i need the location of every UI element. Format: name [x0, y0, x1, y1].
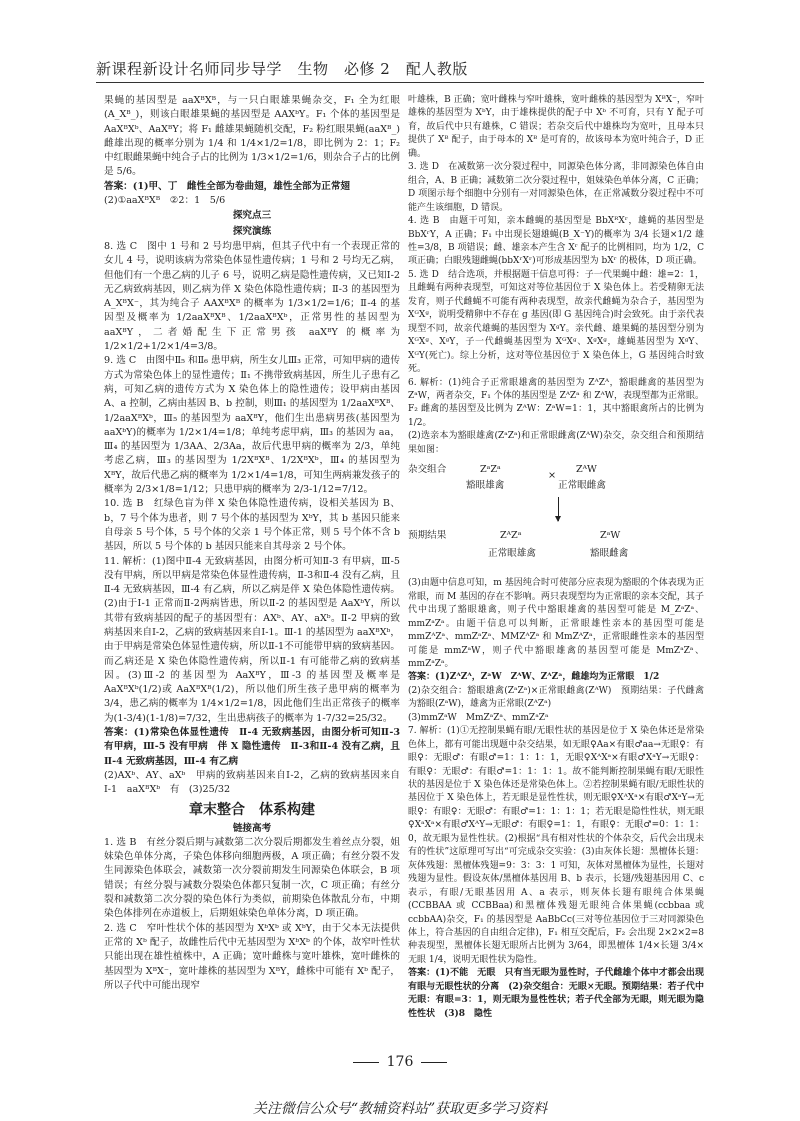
text-paragraph: 4. 选 B 由题干可知，亲本雌蝇的基因型是 BbXᴿXʳ，雄蝇的基因型是 BbXʳY，A 正确；F₁ 中出现长翅雄蝇(B_X⁻Y)的概率为 3/4 长翅×1/2 雄性=3/8，B 项错误；雌、雄亲本产生含 Xʳ 配子的比例相同，均为 1/2，C 项正确；白眼残翅雌蝇(bbXʳXʳ)可形成基因型为 bXʳ 的极体，D 项正确。	[408, 216, 704, 267]
offspring-female-phenotype: 豁眼雌禽	[590, 548, 629, 560]
cross-arrow	[558, 497, 559, 521]
subsection-heading: 链接高考	[232, 822, 272, 834]
text-paragraph: 3. 选 D 在减数第一次分裂过程中，同源染色体分离，非同源染色体自由组合，A、B 正确；减数第二次分裂过程中，姐妹染色单体分离，C 正确；D 项图示每个细胞中分别有一对同源染色体，在正常减数分裂过程中不可能产生该细胞，D 错误。	[408, 162, 704, 213]
text-paragraph: (3)由题中信息可知，m 基因纯合时可使部分应表现为豁眼的个体表现为正常眼，而 M 基因的存在不影响。两只表现型均为正常眼的亲本交配，其子代中出现了豁眼雄禽，则子代中豁眼雄禽的基因型可能是 M_ZᵃZᵃ、mmZᵃZᵃ。由题干信息可以判断，正常眼雄性亲本的基因型可能是 mmZᴬZᵃ、mmZᵃZᵃ、MMZᴬZᵃ 和 MmZᴬZᵃ，正常眼雌性亲本的基因型可能是 mmZᵃW，则子代中豁眼雄禽的基因型可能是 MmZᵃZᵃ、mmZᵃZᵃ。	[408, 578, 704, 669]
text-paragraph: 果蝇的基因型是 aaXᴮXᴮ，与一只白眼雄果蝇杂交，F₁ 全为红眼(A_Xᴮ_)，则该白眼雄果蝇的基因型是 AAXᵇY。F₁ 个体的基因型是 AaXᴮXᵇ、AaXᴮY；将 F₁ 雌雄果蝇随机交配，F₂ 粉红眼果蝇(aaXᴮ_)雌雄出现的概率分别为 1/4 和 1/4×1/2=1/8，即比例为 2：1；F₂ 中红眼雌果蝇中纯合子占的比例为 1/3×1/2=1/6，则杂合子占的比例是 5/6。	[104, 95, 400, 178]
page-header: 新课程新设计名师同步导学 生物 必修 2 配人教版	[96, 60, 468, 78]
parent-male-phenotype: 豁眼雄禽	[466, 480, 505, 492]
offspring-male-phenotype: 正常眼雄禽	[488, 548, 536, 560]
right-column-bottom	[408, 577, 704, 1021]
right-column-top	[408, 94, 704, 457]
page-number	[0, 1054, 800, 1070]
text-paragraph: (2)AXᵇ、AY、aXᵇ 甲病的致病基因来自Ⅰ-2，乙病的致病基因来自Ⅰ-1 aaXᴮXᵇ 有 (3)25/32	[104, 769, 400, 796]
text-paragraph: 8. 选 C 图中 1 号和 2 号均患甲病，但其子代中有一个表现正常的女儿 4 号，说明该病为常染色体显性遗传病；1 号和 2 号均无乙病，但他们有一个患乙病的儿子 6 号，说明乙病是隐性遗传病，又已知Ⅰ-2 无乙病致病基因，则乙病为伴 X 染色体隐性遗传病；Ⅱ-3 的基因型为 A_XᴮX⁻，其为纯合子 AAXᴮXᴮ 的概率为 1/3×1/2=1/6；Ⅱ-4 的基因型及概率为 1/2aaXᴮXᴮ、1/2aaXᴮXᵇ，正常男性的基因型为 aaXᴮY，二者婚配生下正常男孩 aaXᴮY 的概率为 1/2×1/2+1/2×1/4=3/8。	[104, 240, 400, 353]
left-column	[104, 94, 400, 993]
text-paragraph: 11. 解析：(1)图中Ⅱ-4 无致病基因，由图分析可知Ⅱ-3 有甲病，Ⅲ-5 没有甲病，所以甲病是常染色体显性遗传病，Ⅱ-3和Ⅱ-4 没有乙病，且Ⅱ-4 无致病基因，Ⅲ-4 有乙病，所以乙病是伴 X 染色体隐性遗传病。(2)由于Ⅰ-1 正常而Ⅱ-2两病皆患，所以Ⅱ-2 的基因型是 AaXᵇY，所以其带有致病基因的配子的基因型有：AXᵇ、AY、aXᵇ。Ⅱ-2 甲病的致病基因来自Ⅰ-2，乙病的致病基因来自Ⅰ-1。Ⅲ-1 的基因型为 aaXᴮXᵇ，由于甲病是常染色体显性遗传病，所以Ⅱ-1不可能带甲病的致病基因。而乙病还是 X 染色体隐性遗传病，所以Ⅱ-1 有可能带乙病的致病基因。(3)Ⅲ-2 的基因型为 AaXᴮY，Ⅲ-3 的基因型及概率是 AaXᴮXᵇ(1/2)或 AaXᴮXᴮ(1/2)，所以他们所生孩子患甲病的概率为 3/4，患乙病的概率为 1/4×1/2=1/8，因此他们生出正常孩子的概率为(1-3/4)(1-1/8)=7/32，生出患病孩子的概率为 1-7/32=25/32。	[104, 555, 400, 724]
page-number-text: 176	[386, 1054, 414, 1070]
text-paragraph: 10. 选 B 红绿色盲为伴 X 染色体隐性遗传病，设相关基因为 B、b，7 号个体为患者，则 7 号个体的基因型为 XᵇY，其 b 基因只能来自母亲 5 号个体，5 号个体的父亲 1 号个体正常，则 5 号个体不含 b 基因，所以 5 号个体的 b 基因只能来自其母亲 2 号个体。	[104, 498, 400, 553]
answer-paragraph: 答案：(1)常染色体显性遗传 Ⅱ-4 无致病基因，由图分析可知Ⅱ-3 有甲病，Ⅲ-5 没有甲病 伴 X 隐性遗传 Ⅱ-3和Ⅱ-4 没有乙病，且Ⅱ-4 无致病基因，Ⅲ-4 有乙病	[104, 727, 400, 767]
text-paragraph: (2)①aaXᴮXᴮ ②2：1 5/6	[104, 195, 226, 207]
answer-paragraph: 答案：(1)甲、丁 雌性全部为卷曲翅，雄性全部为正常翅	[104, 180, 351, 192]
page-number-rule-left	[353, 1062, 379, 1063]
section-heading: 探究演练	[232, 225, 272, 237]
text-paragraph: 9. 选 C 由图中Ⅱ₅ 和Ⅱ₆ 患甲病，所生女儿Ⅲ₃ 正常，可知甲病的遗传方式为常染色体上的显性遗传；Ⅱ₁ 不携带致病基因，所生儿子患有乙病，可知乙病的遗传方式为 X 染色体上的隐性遗传；设甲病由基因 A、a 控制，乙病由基因 B、b 控制，则Ⅲ₁ 的基因型为 1/2aaXᴮXᴮ、1/2aaXᴮXᵇ，Ⅲ₅ 的基因型为 aaXᴮY，他们生出患病男孩(基因型为 aaXᵇY)的概率为 1/2×1/4=1/8；单纯考虑甲病，Ⅲ₃ 的基因为 aa，Ⅲ₄ 的基因型为 1/3AA、2/3Aa，故后代患甲病的概率为 2/3，单纯考虑乙病，Ⅲ₃ 的基因型为 1/2XᴮXᴮ、1/2XᴮXᵇ，Ⅲ₄ 的基因型为 XᴮY，故后代患乙病的概率为 1/2×1/4=1/8，可知生两病兼发孩子的概率为 2/3×1/8=1/12；只患甲病的概率为 2/3-1/12=7/12。	[104, 355, 400, 496]
offspring-male-genotype: ZᴬZᵃ	[500, 530, 522, 542]
page-number-rule-right	[421, 1062, 447, 1063]
text-paragraph: 1. 选 B 有丝分裂后期与减数第二次分裂后期都发生着丝点分裂，姐妹染色单体分离，子染色体移向细胞两极，A 项正确；有丝分裂不发生同源染色体联会，减数第一次分裂前期发生同源染色体联会，B 项错误；有丝分裂与减数分裂染色体都只复制一次，C 项正确；有丝分裂和减数第二次分裂的染色体行为类似，前期染色体散乱分布，中期染色体排列在赤道板上，后期姐妹染色单体分离，D 项正确。	[104, 836, 400, 920]
text-paragraph: (2)杂交组合：豁眼雄禽(ZᵃZᵃ)×正常眼雌禽(ZᴬW) 预期结果：子代雌禽为豁眼(ZᵃW)，雄禽为正常眼(ZᴬZᵃ)	[408, 685, 704, 710]
result-label: 预期结果	[408, 530, 447, 542]
text-paragraph: 叶雄株，B 正确；宽叶雌株与窄叶雄株，宽叶雌株的基因型为 XᴮX⁻，窄叶雄株的基因型为 XᵇY，由于雄株提供的配子中 Xᵇ 不可育，只有 Y 配子可育，故后代中只有雄株，C 错误；若杂交后代中雄株均为宽叶，且母本只提供了 Xᴮ 配子，由于母本的 Xᴮ 是可育的，故该母本为宽叶纯合子，D 正确。	[408, 95, 704, 159]
answer-paragraph: 答案：(1)不能 无眼 只有当无眼为显性时，子代雌雄个体中才都会出现有眼与无眼性状的分离 (2)杂交组合：无眼×无眼。预期结果：若子代中无眼：有眼=3：1，则无眼为显性性状；若子代全部为无眼，则无眼为隐性性状 (3)8 隐性	[408, 968, 704, 1019]
parent-male-genotype: ZᵃZᵃ	[480, 464, 501, 476]
answer-paragraph: 答案：(1)ZᴬZᴬ，ZᵃW ZᴬW、ZᴬZᵃ，雌雄均为正常眼 1/2	[408, 672, 660, 683]
cross-label: 杂交组合	[408, 464, 447, 476]
text-paragraph: 5. 选 D 结合选项，并根据题干信息可得：子一代果蝇中雌：雄=2：1，且雌蝇有两种表现型，可知这对等位基因位于 X 染色体上。若受精卵无法发育，则子代雌蝇不可能有两种表现型，故亲代雌蝇为杂合子，基因型为 XᴳXᵍ，说明受精卵中不存在 g 基因(即 G 基因纯合)时会致死。由于亲代表现型不同，故亲代雄蝇的基因型为 XᵍY。亲代雌、雄果蝇的基因型分别为 XᴳXᵍ、XᵍY，子一代雌蝇基因型为 XᴳXᵍ、XᵍXᵍ，雄蝇基因型为 XᵍY、XᴳY(死亡)。综上分析，这对等位基因位于 X 染色体上，G 基因纯合时致死。	[408, 269, 704, 375]
text-paragraph: 6. 解析：(1)纯合子正常眼雄禽的基因型为 ZᴬZᴬ，豁眼雌禽的基因型为 ZᵃW，两者杂交，F₁ 个体的基因型是 ZᴬZᵃ 和 ZᴬW，表现型都为正常眼。F₂ 雌禽的基因型及比例为 ZᴬW：ZᵃW=1：1，其中豁眼禽所占的比例为 1/2。	[408, 377, 704, 428]
text-paragraph: (3)mmZᵃW MmZᵃZᵃ、mmZᵃZᵃ	[408, 712, 549, 723]
parent-female-genotype: ZᴬW	[576, 464, 597, 476]
text-paragraph: 7. 解析：(1)①无控制果蝇有眼/无眼性状的基因是位于 X 染色体还是常染色体上，都有可能出现题中杂交结果，如无眼♀Aa×有眼♂aa→无眼♀：有眼♀：无眼♂：有眼♂=1：1：1：1，无眼♀XᴬXᵃ×有眼♂XᵃY→无眼♀：有眼♀：无眼♂：有眼♂=1：1：1：1。故不能判断控制果蝇有眼/无眼性状的基因是位于 X 染色体还是常染色体上。②若控制果蝇有眼/无眼性状的基因位于 X 染色体上，若无眼是显性性状，则无眼♀XᴬXᵃ×有眼♂XᵃY→无眼♀：有眼♀：无眼♂：有眼♂=1：1：1：1；若无眼是隐性性状，则无眼♀XᵃXᵃ×有眼♂XᴬY→无眼♂：有眼♀=1：1，有眼♀：无眼♂=0：1：1：0，故无眼为显性性状。(2)根据“具有相对性状的个体杂交，后代会出现未有的性状”这原理可写出“可完成杂交实验：(3)由灰体长翅：黑檀体长翅：灰体残翅：黑檀体残翅=9：3：3：1 可知，灰体对黑檀体为显性，长翅对残翅为显性。假设灰体/黑檀体基因用 B、b 表示，长翅/残翅基因用 C、c 表示，有眼/无眼基因用 A、a 表示，则灰体长翅有眼纯合体果蝇(CCBBAA 或 CCBBaa)和黑檀体残翅无眼纯合体果蝇(ccbbaa 或 ccbbAA)杂交，F₁ 的基因型是 AaBbCc(三对等位基因位于三对同源染色体上，符合基因的自由组合定律)，F₁ 相互交配后，F₂ 会出现 2×2×2=8 种表现型，黑檀体长翅无眼所占比例为 3/64，即黑檀体 1/4×长翅 3/4×无眼 1/4，说明无眼性状为隐性。	[408, 726, 704, 965]
cross-symbol: ×	[548, 470, 557, 482]
text-paragraph: (2)选亲本为豁眼雄禽(ZᵃZᵃ)和正常眼雌禽(ZᴬW)杂交，杂交组合和预期结果如图：	[408, 431, 704, 455]
offspring-female-genotype: ZᵃW	[600, 530, 621, 542]
header-divider	[96, 82, 704, 83]
footer-note: 关注微信公众号“教辅资料站”获取更多学习资料	[252, 1101, 548, 1117]
text-paragraph: 2. 选 C 窄叶性状个体的基因型为 XᵇXᵇ 或 XᵇY，由于父本无法提供正常的 Xᵇ 配子，故雌性后代中无基因型为 XᵇXᵇ 的个体，故窄叶性状只能出现在雄性植株中，A 正确；宽叶雌株与宽叶雄株，宽叶雌株的基因型为 XᴮX⁻，宽叶雄株的基因型为 XᴮY，雌株中可能有 Xᵇ 配子，所以子代中可能出现窄	[104, 922, 400, 991]
cross-diagram	[408, 461, 704, 573]
parent-female-phenotype: 正常眼雌禽	[558, 480, 606, 492]
chapter-heading: 章末整合 体系构建	[189, 801, 315, 818]
right-column	[408, 94, 704, 1021]
section-heading: 探究点三	[232, 210, 272, 222]
